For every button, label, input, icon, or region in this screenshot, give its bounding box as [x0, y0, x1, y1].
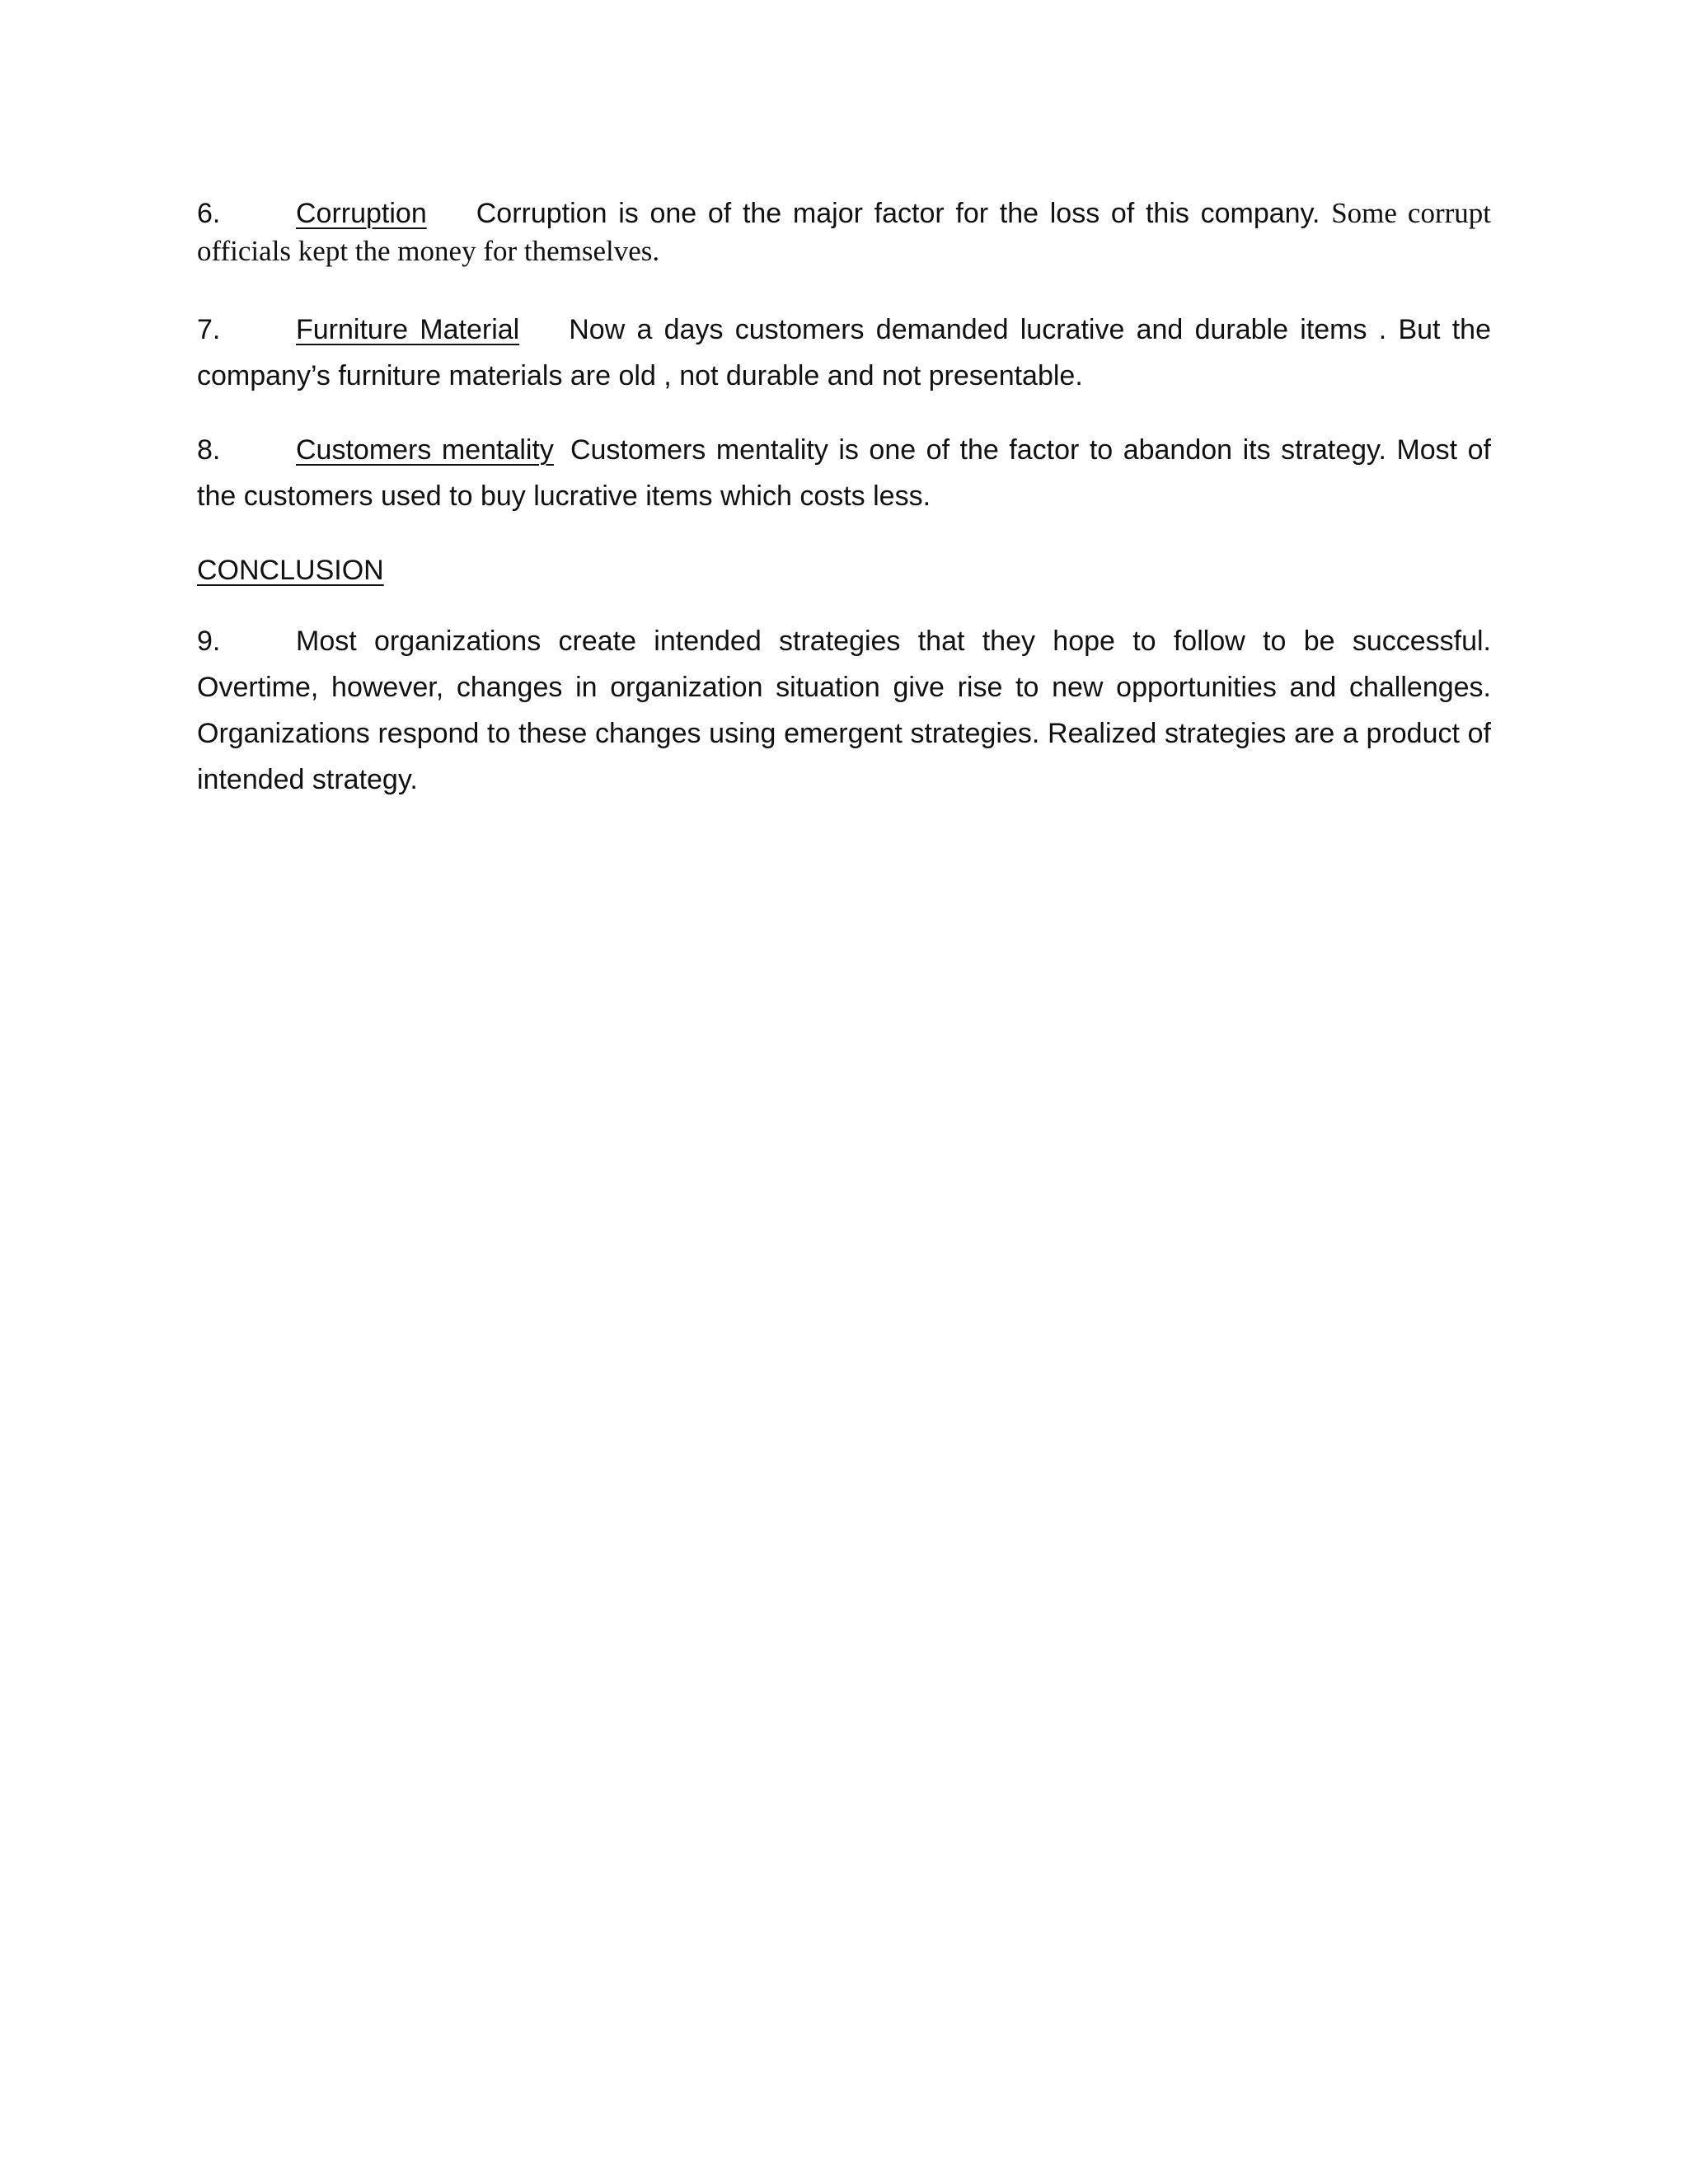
paragraph-number: 8.: [197, 434, 221, 466]
paragraph-text: Corruption is one of the major factor for the loss of this company.: [476, 198, 1320, 229]
conclusion-heading: CONCLUSION: [197, 555, 384, 586]
paragraph-6: [197, 194, 1491, 270]
paragraph-text: Now a days customers demanded lucrative and durable items . But the company’s furniture materials are old , not durable and not presentable.: [197, 314, 1492, 391]
paragraph-text: Most organizations create intended strategies that they hope to follow to be successful. Overtime, however, changes in organization situation give rise to new opportunities and challenges. Organizations respond to these changes using emergent strategies. Realized strategies are a product of intended strategy.: [197, 626, 1491, 795]
paragraph-8: [197, 427, 1491, 519]
paragraph-number: 6.: [197, 198, 221, 229]
document-body: [197, 194, 1491, 831]
paragraph-text-serif: Some corrupt officials kept the money for themselves.: [197, 197, 1492, 267]
paragraph-text: Customers mentality is one of the factor to abandon its strategy. Most of the customers used to buy lucrative items which costs less.: [197, 434, 1491, 512]
paragraph-7: [197, 307, 1491, 399]
paragraph-heading: Corruption: [296, 198, 427, 229]
paragraph-number: 7.: [197, 314, 221, 345]
paragraph-heading: Customers mentality: [296, 434, 554, 466]
paragraph-9: [197, 618, 1491, 803]
paragraph-heading: Furniture Material: [296, 314, 520, 345]
paragraph-number: 9.: [197, 626, 221, 657]
